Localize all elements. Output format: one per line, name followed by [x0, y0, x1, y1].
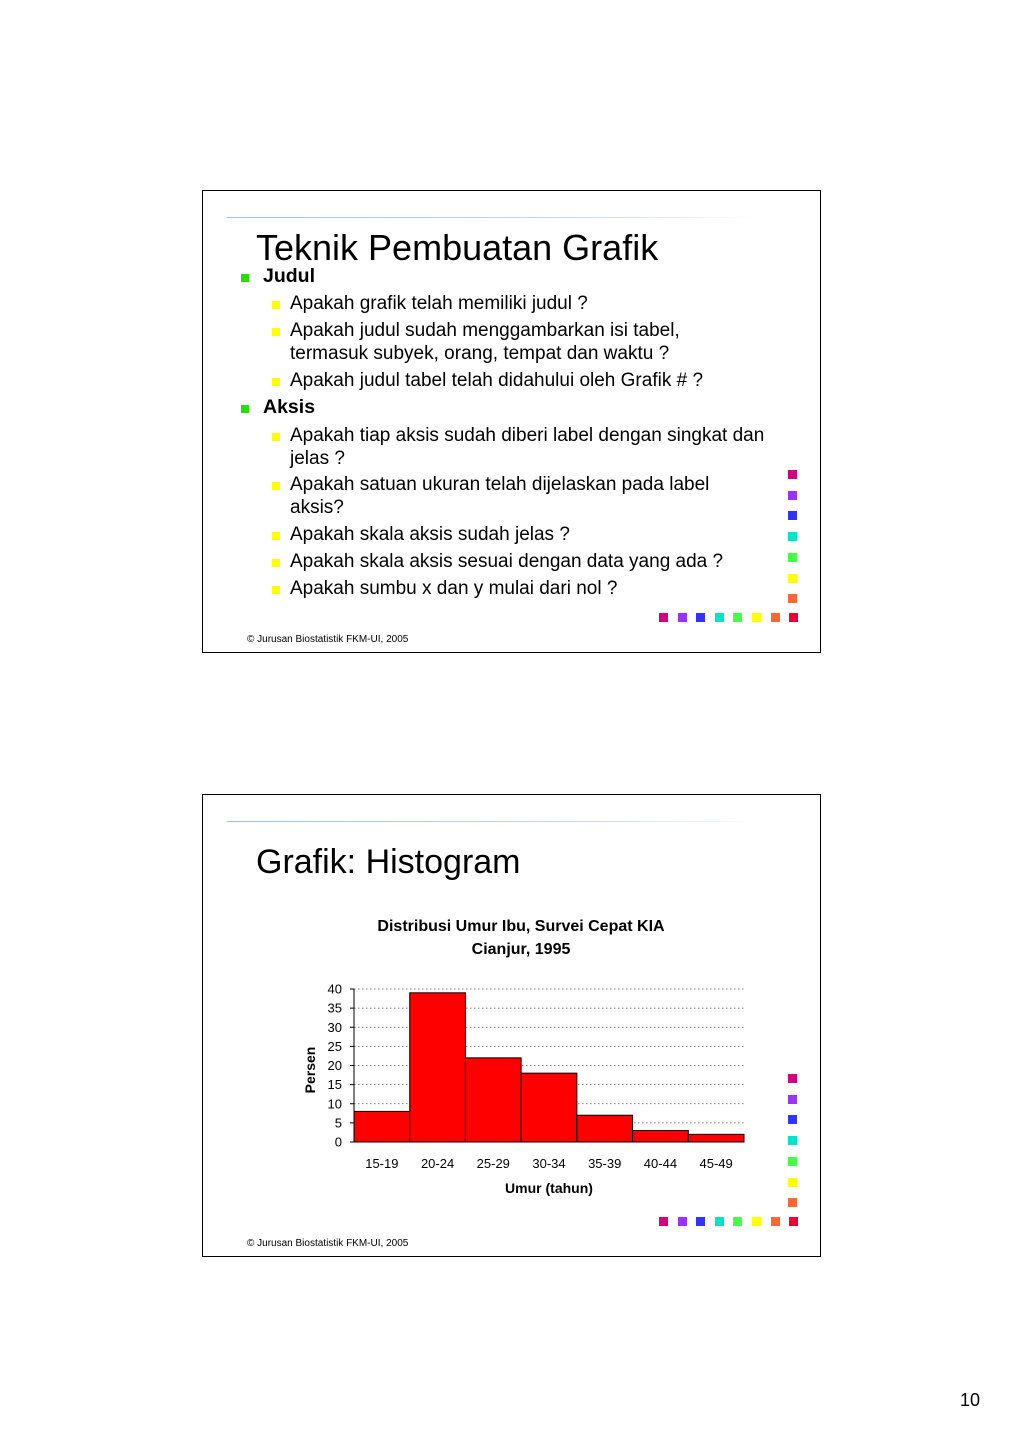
y-tick-label: 5: [334, 1115, 342, 1131]
decor-square: [733, 1217, 742, 1226]
decor-square: [696, 613, 705, 622]
decor-square: [659, 613, 668, 622]
x-tick-label: 20-24: [420, 1156, 455, 1171]
section-heading-judul: Judul: [263, 265, 315, 287]
decor-square: [788, 1178, 797, 1187]
decor-square: [771, 1217, 780, 1226]
histogram-bar: [688, 1134, 744, 1142]
bullet-square-icon: [272, 586, 280, 594]
decor-square: [788, 470, 797, 479]
decor-square: [715, 613, 724, 622]
decor-square: [788, 594, 797, 603]
slide-top-rule: [227, 217, 757, 218]
decor-square: [678, 613, 687, 622]
slide-top-rule: [227, 821, 757, 822]
y-tick-label: 15: [327, 1077, 342, 1093]
bullet-square-icon: [272, 559, 280, 567]
decor-square: [788, 511, 797, 520]
histogram-bar: [410, 993, 466, 1142]
list-item: Apakah judul sudah menggambarkan isi tabel, termasuk subyek, orang, tempat dan waktu ?: [290, 320, 680, 364]
decor-square: [788, 1136, 797, 1145]
bullet-square-icon: [272, 532, 280, 540]
list-item: Apakah skala aksis sesuai dengan data yang ada ?: [290, 551, 724, 572]
list-item: Apakah tiap aksis sudah diberi label dengan singkat dan jelas ?: [290, 425, 765, 469]
decor-square: [788, 1115, 797, 1124]
slide-footer: © Jurusan Biostatistik FKM-UI, 2005: [247, 1238, 409, 1249]
section-heading-aksis: Aksis: [263, 396, 316, 418]
decor-square: [733, 613, 742, 622]
decor-square: [789, 1217, 798, 1226]
bullet-square-icon: [272, 328, 280, 336]
slide-title: Grafik: Histogram: [256, 843, 521, 881]
decor-square: [752, 1217, 761, 1226]
list-item: Apakah grafik telah memiliki judul ?: [290, 293, 588, 314]
decor-square: [788, 1095, 797, 1104]
decor-square: [715, 1217, 724, 1226]
decor-square: [696, 1217, 705, 1226]
decor-square: [678, 1217, 687, 1226]
slide-footer: © Jurusan Biostatistik FKM-UI, 2005: [247, 634, 409, 645]
y-tick-label: 10: [327, 1096, 342, 1112]
histogram-bar: [521, 1073, 577, 1142]
bullet-square-icon: [272, 301, 280, 309]
y-tick-label: 20: [327, 1058, 342, 1073]
y-tick-label: 25: [327, 1038, 342, 1054]
histogram-bar: [354, 1111, 410, 1142]
bullet-square-icon: [272, 378, 280, 386]
x-tick-label: 25-29: [476, 1156, 510, 1171]
x-tick-label: 40-44: [643, 1156, 678, 1171]
decor-square: [752, 613, 761, 622]
page-number: 10: [959, 1390, 980, 1410]
list-item: Apakah satuan ukuran telah dijelaskan pada label aksis?: [290, 474, 710, 518]
decor-square: [771, 613, 780, 622]
y-tick-label: 40: [327, 981, 342, 997]
y-tick-label: 0: [334, 1134, 342, 1150]
x-tick-label: 30-34: [532, 1156, 566, 1171]
bullet-square-icon: [272, 482, 280, 490]
y-axis-label: Persen: [302, 1046, 318, 1094]
x-tick-label: 35-39: [588, 1156, 622, 1171]
list-item: Apakah sumbu x dan y mulai dari nol ?: [290, 578, 618, 599]
y-tick-label: 30: [327, 1019, 342, 1035]
bullet-square-icon: [272, 433, 280, 441]
slide-grafik-histogram: [202, 794, 821, 1257]
decor-square: [788, 491, 797, 500]
decor-square: [788, 1157, 797, 1166]
bullet-square-icon: [241, 405, 249, 413]
y-tick-label: 35: [327, 1000, 342, 1016]
x-tick-label: 15-19: [365, 1156, 399, 1171]
chart-title-line-1: Distribusi Umur Ibu, Survei Cepat KIA: [377, 918, 665, 935]
list-item: Apakah judul tabel telah didahului oleh Grafik # ?: [290, 370, 704, 391]
histogram-chart: [203, 905, 822, 1205]
list-item: Apakah skala aksis sudah jelas ?: [290, 524, 570, 545]
decor-square: [788, 574, 797, 583]
decor-square: [659, 1217, 668, 1226]
bullet-square-icon: [241, 274, 249, 282]
x-tick-label: 45-49: [699, 1156, 733, 1171]
histogram-bar: [577, 1115, 633, 1142]
decor-square: [788, 553, 797, 562]
x-axis-label: Umur (tahun): [505, 1180, 593, 1196]
slide-teknik-pembuatan-grafik: [202, 190, 821, 653]
decor-square: [789, 613, 798, 622]
decor-square: [788, 1198, 797, 1207]
histogram-bar: [633, 1131, 689, 1142]
histogram-bar: [465, 1058, 521, 1142]
decor-square: [788, 1074, 797, 1083]
chart-title-line-2: Cianjur, 1995: [471, 941, 571, 958]
slide-title: Teknik Pembuatan Grafik: [256, 227, 659, 268]
decor-square: [788, 532, 797, 541]
